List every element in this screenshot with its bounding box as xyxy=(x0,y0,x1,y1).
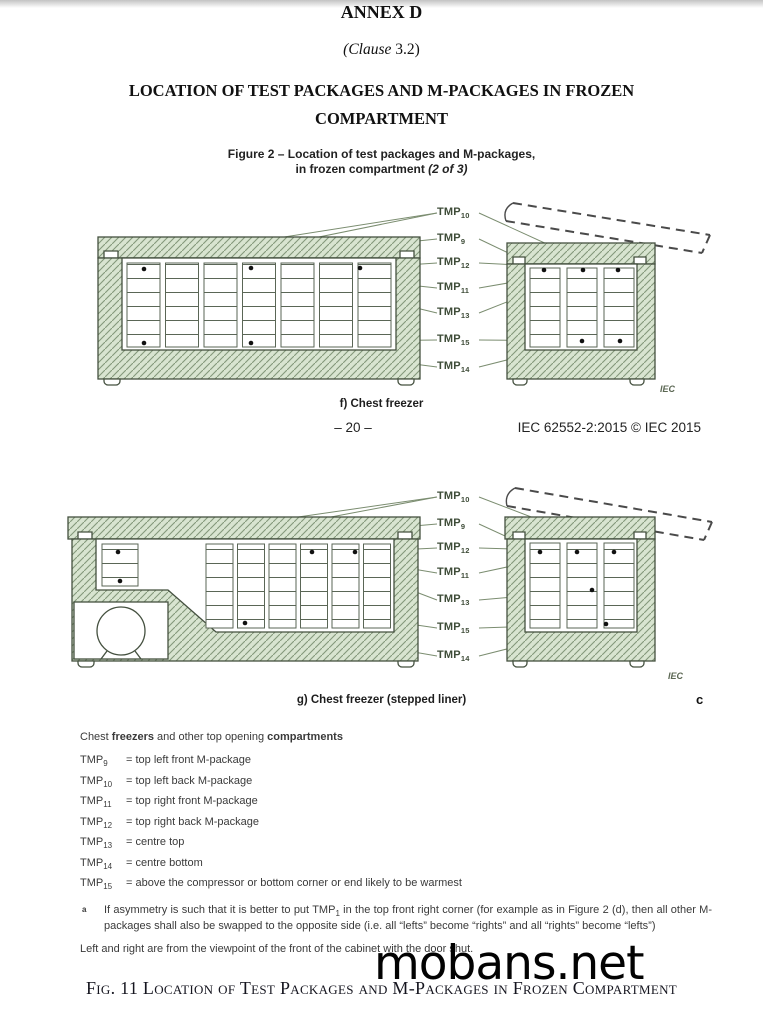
clause-rest: 3.2) xyxy=(391,41,420,58)
iec-mark-f: IEC xyxy=(660,384,676,394)
page-number: – 20 – xyxy=(334,420,372,435)
tmp-label-f-10: $TMP_{10}$ xyxy=(437,206,470,220)
document-reference: IEC 62552-2:2015 © IEC 2015 xyxy=(517,420,701,435)
tmp-definition: $TMP_{13}$ = centre top xyxy=(80,836,185,850)
fig-g-caption: g) Chest freezer (stepped liner) xyxy=(296,694,467,706)
tmp-label-g-11: $TMP_{11}$ xyxy=(437,566,470,580)
tmp-label-f-9: $TMP_9$ xyxy=(437,232,466,246)
notes-block xyxy=(80,731,712,955)
tmp-label-f-13: $TMP_{13}$ xyxy=(437,306,470,320)
tmp-label-g-12: $TMP_{12}$ xyxy=(437,541,470,555)
clause-ref xyxy=(0,41,763,59)
tmp-label-g-10: $TMP_{10}$ xyxy=(437,490,470,504)
figure2-caption-line1: Figure 2 – Location of test packages and M-packages, xyxy=(227,147,536,161)
figure2-caption-line2: in frozen compartment (2 of 3) xyxy=(295,162,468,176)
tmp-definition: $TMP_{14}$ = centre bottom xyxy=(80,856,203,871)
stray-annotation-mark: c xyxy=(696,692,704,707)
tmp-label-f-14: $TMP_{14}$ xyxy=(437,360,470,374)
figure2-caption xyxy=(0,147,763,177)
tmp-label-g-13: $TMP_{13}$ xyxy=(437,593,470,607)
tmp-definition: $TMP_9$ = top left front M-package xyxy=(80,754,252,768)
tmp-label-g-14: $TMP_{14}$ xyxy=(437,649,470,663)
tmp-label-f-15: $TMP_{15}$ xyxy=(437,333,470,347)
figure2-caption-suffix: (2 of 3) xyxy=(428,162,468,176)
packages-f-right xyxy=(530,268,634,347)
packages-g-right xyxy=(530,543,634,628)
fig-f-caption: f) Chest freezer xyxy=(339,398,424,410)
page-title-line2: COMPARTMENT xyxy=(315,109,448,128)
tmp-label-g-15: $TMP_{15}$ xyxy=(437,621,470,635)
footnote-a: a If asymmetry is such that it is better to put $TMP_1$ in the top front right corner (for example as in Figure 2 (d), then all other M-packages shall also be swapped to the opposite side (i.e. all “lefts” become “rights” and all “rights” become “lefts”) xyxy=(82,903,712,932)
annex-title: ANNEX D xyxy=(340,2,423,22)
clause-italic: (Clause xyxy=(343,41,392,58)
packages-f-left xyxy=(127,263,391,347)
tmp-label-g-9: $TMP_9$ xyxy=(437,517,466,531)
notes-intro: Chest freezers and other top opening compartments xyxy=(80,731,343,743)
tmp-definition: $TMP_{10}$ = top left back M-package xyxy=(80,774,253,789)
tmp-definition: $TMP_{15}$ = above the compressor or bottom corner or end likely to be warmest xyxy=(80,877,462,891)
fig-f-diagram xyxy=(0,195,763,407)
watermark: mobans.net xyxy=(374,936,644,991)
tmp-label-f-12: $TMP_{12}$ xyxy=(437,256,470,270)
fig-g-diagram xyxy=(0,480,763,690)
fig11-caption: Fig. 11 Location of Test Packages and M-Packages in Frozen Compartment xyxy=(85,978,678,998)
iec-mark-g: IEC xyxy=(668,671,684,681)
tmp-label-f-11: $TMP_{11}$ xyxy=(437,281,470,295)
viewpoint-note: Left and right are from the viewpoint of the front of the cabinet with the door shut. xyxy=(80,942,474,955)
tmp-definition: $TMP_{11}$ = top right front M-package xyxy=(80,795,258,809)
page-title xyxy=(0,77,763,133)
tmp-definition: $TMP_{12}$ = top right back M-package xyxy=(80,815,259,830)
page-title-line1: LOCATION OF TEST PACKAGES AND M-PACKAGES IN FROZEN xyxy=(128,81,635,100)
